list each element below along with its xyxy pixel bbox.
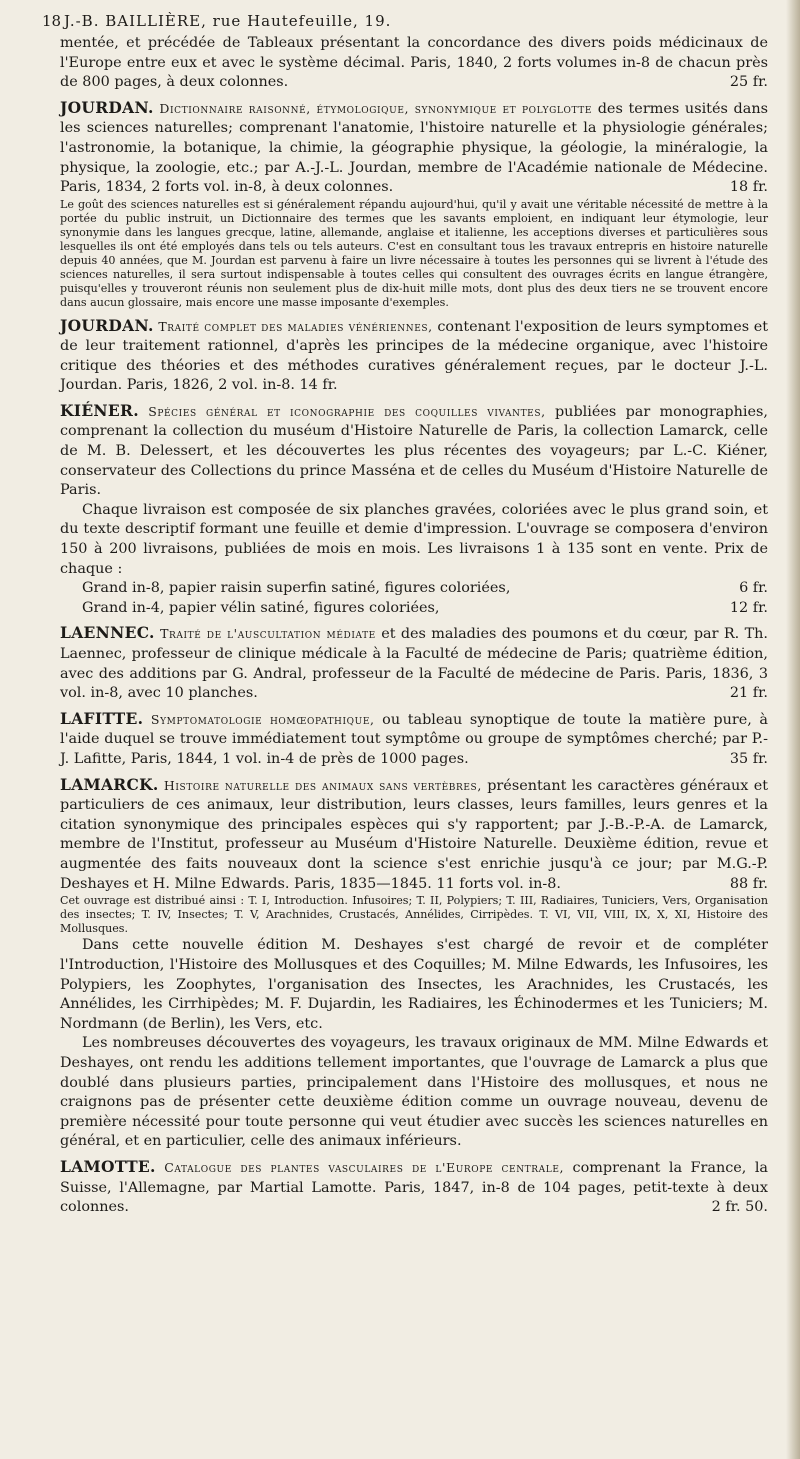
entry-text: et des maladies des poumons et du cœur, par R. Th. Laennec, professeur de clinique médicale à la Faculté de médecine de Paris; quatrième édition, avec des additions par G. Andral, professeur de la Faculté de médecine de Paris. Paris, 1836, 3 vol. in-8, avec 10 planches. — [60, 626, 769, 702]
entry-text: ou tableau synoptique de toute la matière pure, à l'aide duquel se trouve immédiatement tout symptôme ou groupe de symptômes cherché; par P.-J. Lafitte, Paris, 1844, 1 vol. in-4 de près de 1000 pages. — [60, 711, 768, 767]
entry-text: publiées par monographies, comprenant la collection du muséum d'Histoire Naturelle de Paris, la collection Lamarck, celle de M. B. Delessert, et les découvertes les plus récentes des voyageurs; par L.-C. Kiéner, conservateur des Collections du prince Masséna et de celles du Muséum d'Histoire Naturelle de Paris. — [60, 403, 768, 499]
author-name: JOURDAN. — [60, 315, 154, 335]
entry-text: comprenant la France, la Suisse, l'Allemagne, par Martial Lamotte. Paris, 1847, in-8 de 104 pages, petit-texte à deux colonnes. — [60, 1159, 769, 1216]
catalogue-entry-lafitte — [60, 709, 768, 770]
author-name: LAENNEC. — [60, 623, 155, 643]
entry-price: 2 fr. 50. — [711, 1199, 768, 1216]
entry-paragraph: Les nombreuses découvertes des voyageurs, les travaux originaux de MM. Milne Edwards et Deshayes, ont rendu les additions tellement importantes, que l'ouvrage de Lamarck a plus que doublé dans plusieurs parties, principalement dans l'Histoire des mollusques, et nous ne craignons pas de présenter cette deuxième édition comme un ouvrage nouveau, devenu de première nécessité pour toute personne qui veut étudier avec succès les sciences naturelles en général, et en particulier, celle des animaux inférieurs. — [60, 1035, 768, 1150]
entry-note: Cet ouvrage est distribué ainsi : T. I, Introduction. Infusoires; T. II, Polypiers; T. III, Radiaires, Tuniciers, Vers, Organisation des insectes; T. IV, Insectes; T. V, Arachnides, Crustacés, Annélides, Cirripèdes. T. VI, VII, VIII, IX, X, XI, Histoire des Mollusques. — [60, 894, 768, 936]
author-name: KIÉNER. — [60, 400, 139, 420]
entry-paragraph: Chaque livraison est composée de six planches gravées, coloriées avec le plus grand soin, et du texte descriptif formant une feuille et demie d'impression. L'ouvrage se composera d'environ 150 à 200 livraisons, publiées de mois en mois. Les livraisons 1 à 135 sont en vente. Prix de chaque : — [60, 501, 768, 577]
price-row-label: Grand in-4, papier vélin satiné, figures coloriées, — [82, 599, 440, 616]
price-row — [60, 599, 768, 619]
price-row-value: 6 fr. — [739, 580, 768, 597]
catalogue-entry-jourdan-dictionnaire — [60, 98, 768, 311]
entry-title: Traité de l'auscultation médiate — [160, 626, 376, 642]
entry-price: 88 fr. — [729, 875, 768, 892]
entry-price: 18 fr. — [729, 179, 768, 196]
catalogue-entry-kiener — [60, 401, 768, 619]
price-row-value: 12 fr. — [729, 599, 768, 616]
running-header — [42, 10, 740, 34]
catalogue-entry-lamarck — [60, 775, 768, 1152]
author-name: LAMOTTE. — [60, 1156, 156, 1176]
entry-paragraph: Dans cette nouvelle édition M. Deshayes s'est chargé de revoir et de compléter l'Introduction, l'Histoire des Mollusques et des Coquilles; M. Milne Edwards, les Infusoires, les Polypiers, les Zoophytes, l'organisation des Insectes, les Arachnides, les Crustacés, les Annélides, les Cirrhipèdes; M. F. Dujardin, les Radiaires, les Échinodermes et les Tuniciers; M. Nordmann (de Berlin), les Vers, etc. — [60, 937, 768, 1032]
entry-title: Catalogue des plantes vasculaires de l'Europe centrale, — [164, 1159, 565, 1175]
price-row — [60, 579, 768, 599]
page-spine-shadow — [786, 0, 800, 1459]
entry-price: 21 fr. — [729, 685, 768, 702]
price-row-label: Grand in-8, papier raisin superfin satiné, figures coloriées, — [82, 580, 511, 597]
entry-text: présentant les caractères généraux et particuliers de ces animaux, leur distribution, leurs classes, leurs familles, leurs genres et la citation synonymique des principales espèces qui s'y rapportent; par J.-B.-P.-A. de Lamarck, membre de l'Institut, professeur au Muséum d'Histoire Naturelle. Deuxième édition, revue et augmentée des faits nouveaux dont la science s'est enrichie jusqu'à ce jour; par M.G.-P. Deshayes et H. Milne Edwards. Paris, 1835—1845. 11 forts vol. in-8. — [60, 777, 769, 892]
page-number: 18 — [42, 12, 62, 30]
catalogue-entry-laennec — [60, 623, 768, 703]
entry-title: Histoire naturelle des animaux sans vertèbres, — [163, 777, 482, 793]
catalogue-column — [60, 34, 768, 1223]
entry-title: Dictionnaire raisonné, étymologique, synonymique et polyglotte — [159, 100, 593, 116]
running-head: J.-B. BAILLIÈRE, rue Hautefeuille, 19. — [64, 12, 392, 30]
entry-price: 35 fr. — [729, 750, 768, 767]
entry-note: Le goût des sciences naturelles est si généralement répandu aujourd'hui, qu'il y avait une véritable nécessité de mettre à la portée du public instruit, un Dictionnaire des termes que les savants emploient, en indiquant leur étymologie, leur synonymie dans les langues grecque, latine, allemande, anglaise et italienne, les acceptions diverses et particulières sous lesquelles ils ont été employés dans tels ou tels auteurs. C'est en consultant tous les travaux entrepris en histoire naturelle depuis 40 années, que M. Jourdan est parvenu à faire un livre nécessaire à toutes les personnes qui se livrent à l'étude des sciences naturelles, il sera surtout indispensable à toutes celles qui consultent des ouvrages écrits en langue étrangère, puisqu'elles y trouveront réunis non seulement plus de dix-huit mille mots, dont plus des deux tiers ne se trouvent encore dans aucun glossaire, mais encore une masse imposante d'exemples. — [60, 197, 768, 310]
entry-title: Traité complet des maladies vénériennes, — [158, 318, 433, 334]
entry-text: contenant l'exposition de leurs symptomes et de leur traitement rationnel, d'après les principes de la médecine organique, avec l'histoire critique des théories et des méthodes curatives généralement reçues, par le docteur J.-L. Jourdan. Paris, 1826, 2 vol. in-8. 14 fr. — [60, 318, 769, 394]
entry-title: Spécies général et iconographie des coquilles vivantes, — [148, 403, 546, 419]
author-name: LAFITTE. — [60, 708, 144, 728]
catalogue-entry-jourdan-traite — [60, 316, 768, 396]
entry-text: mentée, et précédée de Tableaux présentant la concordance des divers poids médicinaux de l'Europe entre eux et avec le système décimal. Paris, 1840, 2 forts volumes in-8 de chacun près de 800 pages, à deux colonnes. — [60, 35, 768, 91]
catalogue-entry-lamotte — [60, 1157, 768, 1218]
entry-text: des termes usités dans les sciences naturelles; comprenant l'anatomie, l'histoire naturelle et la physiologie générales; l'astronomie, la botanique, la chimie, la géographie physique, la géologie, la minéralogie, la physique, la zoologie, etc.; par A.-J.-L. Jourdan, membre de l'Académie nationale de Médecine. Paris, 1834, 2 forts vol. in-8, à deux colonnes. — [60, 100, 768, 196]
entry-price: 25 fr. — [729, 74, 768, 91]
entry-title: Symptomatologie homœopathique, — [150, 711, 375, 727]
author-name: LAMARCK. — [60, 774, 159, 794]
author-name: JOURDAN. — [60, 97, 154, 117]
catalogue-entry-continued — [60, 34, 768, 93]
